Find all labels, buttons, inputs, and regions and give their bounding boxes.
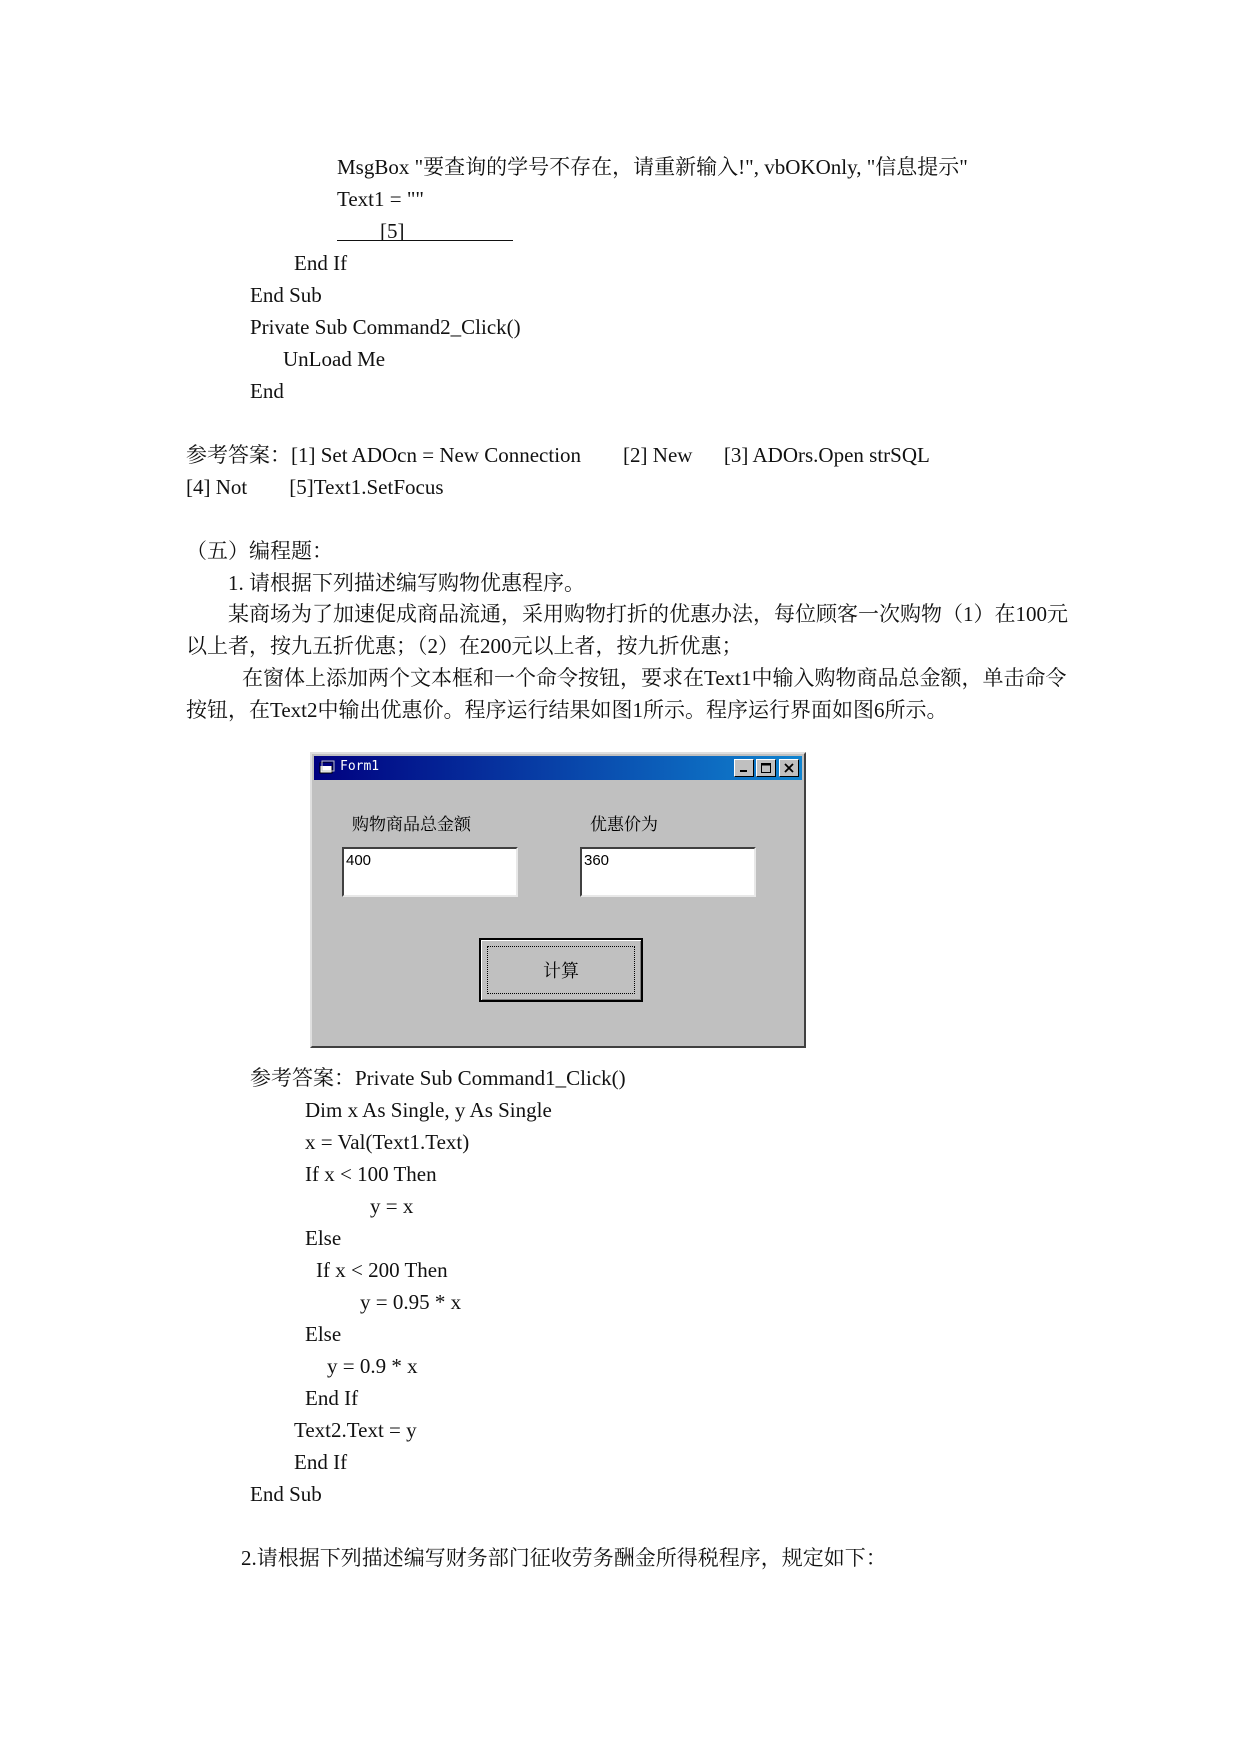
minimize-button[interactable] — [734, 759, 754, 777]
close-button[interactable] — [779, 759, 799, 777]
vb-form-window — [310, 752, 806, 1048]
code-line: End — [250, 379, 284, 403]
blank-underline — [337, 240, 513, 241]
code-line: Else — [305, 1322, 342, 1346]
code-line: If x < 200 Then — [316, 1258, 448, 1282]
question-title: 2.请根据下列描述编写财务部门征收劳务酬金所得税程序，规定如下： — [241, 1546, 887, 1570]
calculate-button[interactable] — [479, 938, 643, 1002]
code-line: If x < 100 Then — [305, 1162, 437, 1186]
text2-input[interactable]: 360 — [580, 847, 756, 897]
code-line: Text2.Text = y — [294, 1418, 417, 1442]
question-paragraph: 某商场为了加速促成商品流通，采用购物打折的优惠办法，每位顾客一次购物（1）在100元以上者，按九五折优惠；（2）在200元以上者，按九折优惠； — [186, 602, 1068, 658]
code-line: Else — [305, 1226, 342, 1250]
close-icon — [784, 763, 794, 773]
code-line: End If — [294, 251, 348, 275]
code-line: End Sub — [250, 1482, 322, 1506]
label-total-amount: 购物商品总金额 — [352, 815, 471, 835]
code-line: End If — [305, 1386, 359, 1410]
code-line: Text1 = "" — [337, 187, 425, 211]
form-icon — [319, 760, 335, 775]
maximize-icon — [761, 763, 771, 773]
calculate-button-label: 计算 — [487, 946, 635, 994]
section-heading: （五）编程题： — [186, 539, 333, 563]
text1-input[interactable]: 400 — [342, 847, 518, 897]
question-paragraph: 在窗体上添加两个文本框和一个命令按钮，要求在Text1中输入购物商品总金额，单击命令按钮，在Text2中输出优惠价。程序运行结果如图1所示。程序运行界面如图6所示。 — [186, 666, 1067, 722]
code-line: x = Val(Text1.Text) — [305, 1130, 470, 1154]
window-title: Form1 — [340, 759, 380, 774]
code-line: MsgBox "要查询的学号不存在，请重新输入!", vbOKOnly, "信息提示" — [337, 155, 968, 179]
answer-line: [4] Not [5]Text1.SetFocus — [186, 475, 444, 499]
code-line: End Sub — [250, 283, 322, 307]
question-title: 1. 请根据下列描述编写购物优惠程序。 — [228, 571, 585, 595]
code-line: y = 0.95 * x — [360, 1290, 462, 1314]
answer-line: 参考答案：Private Sub Command1_Click() — [250, 1066, 626, 1090]
code-line: UnLoad Me — [283, 347, 386, 371]
minimize-icon — [739, 763, 749, 773]
code-line: y = x — [370, 1194, 414, 1218]
answer-line: 参考答案：[1] Set ADOcn = New Connection [2] New [3] ADOrs.Open strSQL — [186, 443, 930, 467]
code-line: End If — [294, 1450, 348, 1474]
code-line: y = 0.9 * x — [327, 1354, 418, 1378]
code-line: Dim x As Single, y As Single — [305, 1098, 552, 1122]
maximize-button[interactable] — [756, 759, 776, 777]
blank-label: [5] — [380, 219, 405, 243]
code-line: Private Sub Command2_Click() — [250, 315, 521, 339]
title-bar — [314, 756, 802, 780]
label-discount-price: 优惠价为 — [590, 815, 658, 835]
